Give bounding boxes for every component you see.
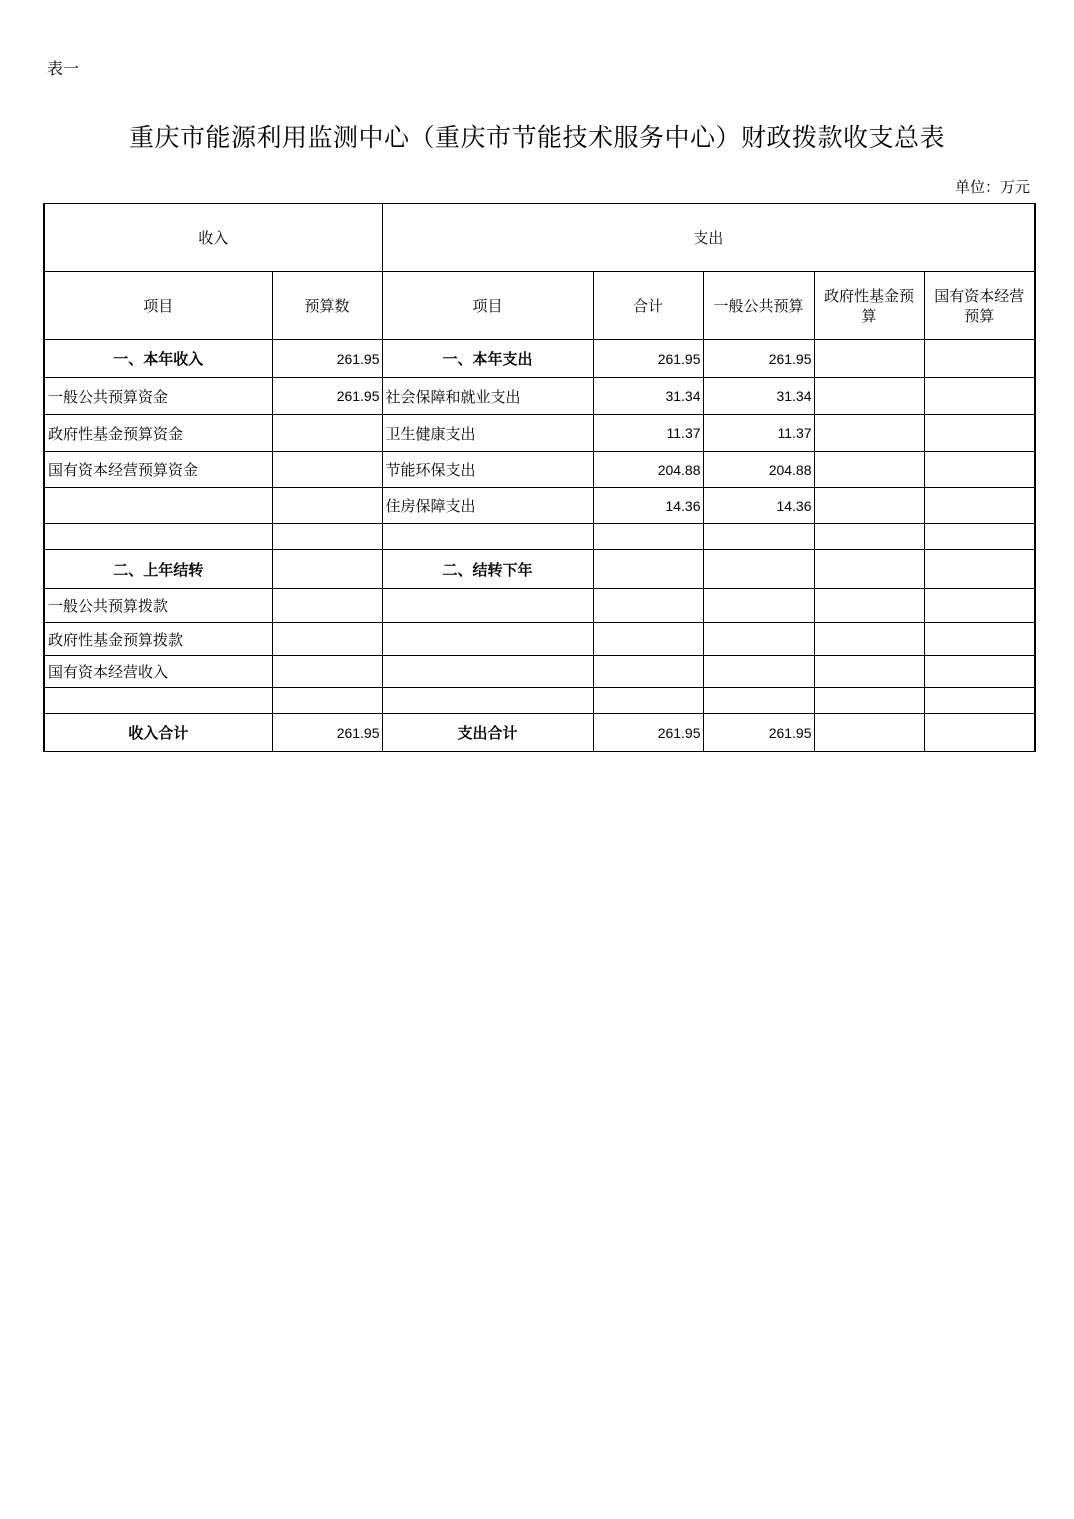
fund-budget-cell xyxy=(814,550,924,589)
state-capital-budget-cell xyxy=(924,378,1035,415)
state-capital-budget-cell xyxy=(924,550,1035,589)
state-capital-budget-header: 国有资本经营预算 xyxy=(924,272,1035,340)
state-capital-budget-cell xyxy=(924,688,1035,714)
expense-item-header: 项目 xyxy=(382,272,593,340)
header-row-groups xyxy=(44,204,1035,272)
general-budget-cell: 204.88 xyxy=(703,452,814,488)
income-budget-cell: 261.95 xyxy=(272,340,382,378)
header-row-columns xyxy=(44,272,1035,340)
general-budget-header: 一般公共预算 xyxy=(703,272,814,340)
income-budget-header: 预算数 xyxy=(272,272,382,340)
fund-budget-header: 政府性基金预算 xyxy=(814,272,924,340)
total-cell: 204.88 xyxy=(593,452,703,488)
table-row xyxy=(44,415,1035,452)
income-budget-cell xyxy=(272,550,382,589)
income-item-cell xyxy=(44,688,272,714)
total-cell xyxy=(593,623,703,656)
income-budget-cell xyxy=(272,688,382,714)
general-budget-cell: 11.37 xyxy=(703,415,814,452)
general-budget-cell: 14.36 xyxy=(703,488,814,524)
income-budget-cell: 261.95 xyxy=(272,714,382,752)
total-header: 合计 xyxy=(593,272,703,340)
income-item-cell: 政府性基金预算资金 xyxy=(44,415,272,452)
expense-item-cell xyxy=(382,524,593,550)
total-cell xyxy=(593,589,703,623)
table-row xyxy=(44,589,1035,623)
expense-item-cell xyxy=(382,623,593,656)
expense-item-cell: 住房保障支出 xyxy=(382,488,593,524)
expense-item-cell xyxy=(382,589,593,623)
table-row xyxy=(44,656,1035,688)
total-cell: 261.95 xyxy=(593,714,703,752)
state-capital-budget-cell xyxy=(924,589,1035,623)
state-capital-budget-cell xyxy=(924,340,1035,378)
table-row xyxy=(44,550,1035,589)
state-capital-budget-cell xyxy=(924,452,1035,488)
general-budget-cell xyxy=(703,656,814,688)
table-row xyxy=(44,340,1035,378)
table-row xyxy=(44,378,1035,415)
income-item-cell xyxy=(44,488,272,524)
income-budget-cell xyxy=(272,656,382,688)
table-row xyxy=(44,688,1035,714)
total-cell: 261.95 xyxy=(593,340,703,378)
income-item-cell: 一般公共预算拨款 xyxy=(44,589,272,623)
table-row xyxy=(44,714,1035,752)
expense-item-cell xyxy=(382,688,593,714)
income-item-cell: 政府性基金预算拨款 xyxy=(44,623,272,656)
state-capital-budget-cell xyxy=(924,488,1035,524)
general-budget-cell: 261.95 xyxy=(703,340,814,378)
expense-item-cell: 卫生健康支出 xyxy=(382,415,593,452)
general-budget-cell xyxy=(703,623,814,656)
income-item-cell: 二、上年结转 xyxy=(44,550,272,589)
total-cell xyxy=(593,656,703,688)
state-capital-budget-cell xyxy=(924,524,1035,550)
page-title: 重庆市能源利用监测中心（重庆市节能技术服务中心）财政拨款收支总表 xyxy=(128,123,945,152)
total-cell: 14.36 xyxy=(593,488,703,524)
general-budget-cell: 31.34 xyxy=(703,378,814,415)
table-row xyxy=(44,524,1035,550)
total-cell: 31.34 xyxy=(593,378,703,415)
total-cell xyxy=(593,550,703,589)
income-item-cell: 收入合计 xyxy=(44,714,272,752)
table-number: 表一 xyxy=(47,59,80,78)
general-budget-cell xyxy=(703,550,814,589)
total-cell xyxy=(593,688,703,714)
general-budget-cell xyxy=(703,589,814,623)
general-budget-cell: 261.95 xyxy=(703,714,814,752)
income-item-header: 项目 xyxy=(44,272,272,340)
fund-budget-cell xyxy=(814,623,924,656)
fund-budget-cell xyxy=(814,488,924,524)
fund-budget-cell xyxy=(814,524,924,550)
expense-item-cell: 社会保障和就业支出 xyxy=(382,378,593,415)
income-item-cell: 国有资本经营收入 xyxy=(44,656,272,688)
expense-item-cell: 支出合计 xyxy=(382,714,593,752)
state-capital-budget-cell xyxy=(924,656,1035,688)
general-budget-cell xyxy=(703,688,814,714)
expense-item-cell: 节能环保支出 xyxy=(382,452,593,488)
total-cell: 11.37 xyxy=(593,415,703,452)
general-budget-cell xyxy=(703,524,814,550)
expense-group-header: 支出 xyxy=(382,204,1035,272)
expense-item-cell: 二、结转下年 xyxy=(382,550,593,589)
income-item-cell: 一、本年收入 xyxy=(44,340,272,378)
income-item-cell: 一般公共预算资金 xyxy=(44,378,272,415)
fund-budget-cell xyxy=(814,340,924,378)
income-budget-cell xyxy=(272,415,382,452)
income-budget-cell xyxy=(272,524,382,550)
fund-budget-cell xyxy=(814,378,924,415)
table-row xyxy=(44,623,1035,656)
table-row xyxy=(44,452,1035,488)
income-budget-cell xyxy=(272,488,382,524)
state-capital-budget-cell xyxy=(924,623,1035,656)
income-group-header: 收入 xyxy=(44,204,382,272)
fund-budget-cell xyxy=(814,656,924,688)
income-budget-cell xyxy=(272,623,382,656)
table-row xyxy=(44,488,1035,524)
budget-summary-table xyxy=(43,203,1036,752)
state-capital-budget-cell xyxy=(924,714,1035,752)
state-capital-budget-cell xyxy=(924,415,1035,452)
income-item-cell xyxy=(44,524,272,550)
fund-budget-cell xyxy=(814,714,924,752)
expense-item-cell: 一、本年支出 xyxy=(382,340,593,378)
fund-budget-cell xyxy=(814,452,924,488)
total-cell xyxy=(593,524,703,550)
fund-budget-cell xyxy=(814,589,924,623)
fund-budget-cell xyxy=(814,688,924,714)
income-item-cell: 国有资本经营预算资金 xyxy=(44,452,272,488)
income-budget-cell xyxy=(272,589,382,623)
fund-budget-cell xyxy=(814,415,924,452)
expense-item-cell xyxy=(382,656,593,688)
income-budget-cell: 261.95 xyxy=(272,378,382,415)
unit-label: 单位：万元 xyxy=(954,178,1030,196)
income-budget-cell xyxy=(272,452,382,488)
